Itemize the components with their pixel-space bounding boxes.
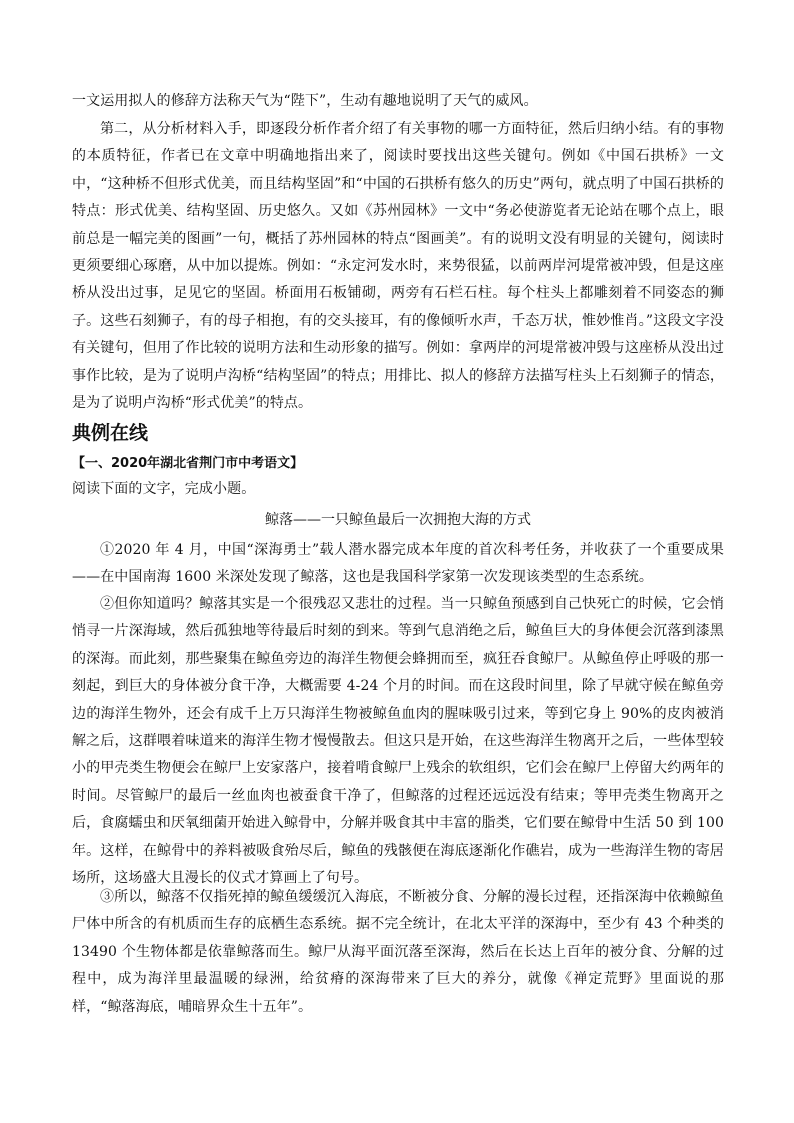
article-title: 鲸落——一只鲸鱼最后一次拥抱大海的方式 [265, 512, 531, 528]
article-paragraph-3: ③所以，鲸落不仅指死掉的鲸鱼缓缓沉入海底，不断被分食、分解的漫长过程，还指深海中依赖鲸鱼尸体中所含的有机质而生存的底栖生态系统。据不完全统计，在北太平洋的深海中，至少有 43 个种类的 13490 个生物体都是依靠鲸落而生。鲸尸从海平面沉落至深海，然后在长达上百年的被分食、分解的过程中，成为海洋里最温暖的绿洲，给贫瘠的深海带来了巨大的养分，就像《禅定荒野》里面说的那样，“鲸落海底，哺暗界众生十五年”。 [72, 889, 724, 1015]
article-paragraph-2: ②但你知道吗？鲸落其实是一个很残忍又悲壮的过程。当一只鲸鱼预感到自己快死亡的时候，它会悄悄寻一片深海域，然后孤独地等待最后时刻的到来。等到气息消绝之后，鲸鱼巨大的身体便会沉落到漆黑的深海。而此刻，那些聚集在鲸鱼旁边的海洋生物便会蜂拥而至，疯狂吞食鲸尸。从鲸鱼停止呼吸的那一刻起，到巨大的身体被分食干净，大概需要 4-24 个月的时间。而在这段时间里，除了早就守候在鲸鱼旁边的海洋生物外，还会有成千上万只海洋生物被鲸鱼血肉的腥味吸引过来，等到它身上 90%的皮肉被消解之后，这群喂着味道来的海洋生物才慢慢散去。但这只是开始，在这些海洋生物离开之后，一些体型较小的甲壳类生物便会在鲸尸上安家落户，接着啃食鲸尸上残余的软组织，它们会在鲸尸上停留大约两年的时间。尽管鲸尸的最后一丝血肉也被蚕食干净了，但鲸落的过程还远远没有结束；等甲壳类生物离开之后，食腐蠕虫和厌氧细菌开始进入鲸骨中，分解并吸食其中丰富的脂类，它们要在鲸骨中生活 50 到 100 年。这样，在鲸骨中的养料被吸食殆尽后，鲸鱼的残骸便在海底逐渐化作礁岩，成为一些海洋生物的寄居场所，这场盛大且漫长的仪式才算画上了句号。 [72, 596, 724, 887]
reading-instruction: 阅读下面的文字，完成小题。 [72, 481, 256, 497]
intro-paragraph-tail: 一文运用拟人的修辞方法称天气为“陛下”，生动有趣地说明了天气的威风。 [72, 93, 538, 109]
section-heading: 典例在线 [72, 422, 149, 444]
article-paragraph-1: ①2020 年 4 月，中国“深海勇士”载人潜水器完成本年度的首次科考任务，并收获了一个重要成果——在中国南海 1600 米深处发现了鲸落，这也是我国科学家第一次发现该类型的生态系统。 [72, 542, 724, 586]
intro-paragraph-second: 第二，从分析材料入手，即逐段分析作者介绍了有关事物的哪一方面特征，然后归纳小结。有的事物的本质特征，作者已在文章中明确地指出来了，阅读时要找出这些关键句。例如《中国石拱桥》一文中，“这种桥不但形式优美，而且结构坚固”和“中国的石拱桥有悠久的历史”两句，就点明了中国石拱桥的特点：形式优美、结构坚固、历史悠久。又如《苏州园林》一文中“务必使游览者无论站在哪个点上，眼前总是一幅完美的图画”一句，概括了苏州园林的特点“图画美”。有的说明文没有明显的关键句，阅读时更须要细心琢磨，从中加以提炼。例如：“永定河发水时，来势很猛，以前两岸河堤常被冲毁，但是这座桥从没出过事，足见它的坚固。桥面用石板铺砌，两旁有石栏石柱。每个柱头上都雕刻着不同姿态的狮子。这些石刻狮子，有的母子相抱，有的交头接耳，有的像倾听水声，千态万状，惟妙惟肖。”这段文字没有关键句，但用了作比较的说明方法和生动形象的描写。例如：拿两岸的河堤常被冲毁与这座桥从没出过事作比较，是为了说明卢沟桥“结构坚固”的特点；用排比、拟人的修辞方法描写柱头上石刻狮子的情态，是为了说明卢沟桥“形式优美”的特点。 [72, 121, 724, 412]
exam-source-label: 【一、2020年湖北省荆门市中考语文】 [72, 456, 304, 471]
